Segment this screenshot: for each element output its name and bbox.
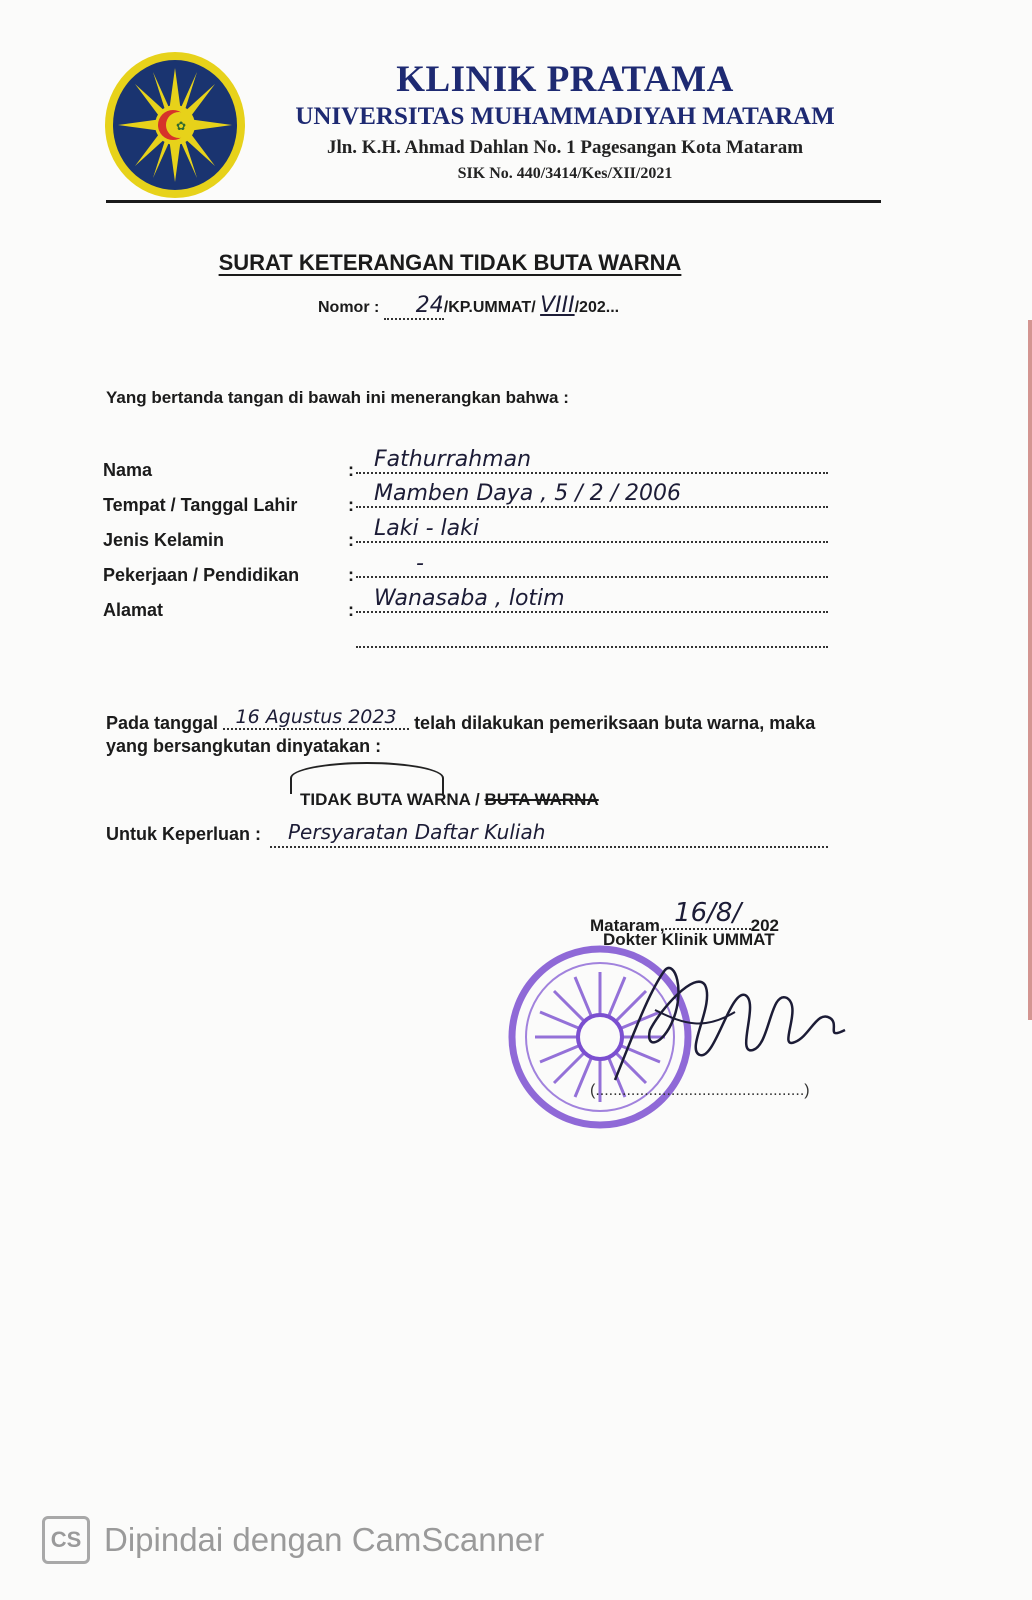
purpose-label: Untuk Keperluan : <box>106 824 262 844</box>
field-label-address: Alamat <box>103 600 164 620</box>
field-value-address-line2 <box>356 620 828 648</box>
field-value-job <box>356 550 828 578</box>
exam-sentence-line2: yang bersangkutan dinyatakan : <box>106 736 382 756</box>
header-divider <box>106 200 881 203</box>
purpose-value <box>270 820 828 848</box>
result-selected: TIDAK BUTA WARNA <box>300 790 471 809</box>
field-label-gender: Jenis Kelamin <box>103 530 225 550</box>
clinic-address: Jln. K.H. Ahmad Dahlan No. 1 Pagesangan Kota Mataram <box>326 137 804 158</box>
intro-text: Yang bertanda tangan di bawah ini menerangkan bahwa : <box>106 388 569 407</box>
nomor-label: Nomor : <box>318 299 380 316</box>
university-name: UNIVERSITAS MUHAMMADIYAH MATARAM <box>295 103 835 130</box>
city: Mataram, <box>590 916 665 935</box>
field-label-job: Pekerjaan / Pendidikan <box>103 565 300 585</box>
field-colon: : <box>348 495 354 515</box>
field-colon: : <box>348 600 354 620</box>
handwritten-sign-date: 16/8/ <box>674 898 742 928</box>
field-colon: : <box>348 460 354 480</box>
clinic-name: KLINIK PRATAMA <box>396 59 734 100</box>
svg-text:✿: ✿ <box>175 119 187 133</box>
exam-sentence <box>106 706 816 736</box>
clinic-license: SIK No. 440/3414/Kes/XII/2021 <box>457 165 673 182</box>
exam-sentence-rest: telah dilakukan pemeriksaan buta warna, maka <box>414 713 816 733</box>
doctor-signature <box>555 950 895 1100</box>
signature-line: (...............................................) <box>590 1082 810 1099</box>
handwritten-job: - <box>416 551 424 576</box>
field-label-ttl: Tempat / Tanggal Lahir <box>103 495 298 515</box>
camscanner-icon: CS <box>42 1516 90 1564</box>
handwritten-exam-date: 16 Agustus 2023 <box>235 706 397 728</box>
letter-title: SURAT KETERANGAN TIDAK BUTA WARNA <box>218 250 682 275</box>
exam-date-label: Pada tanggal <box>106 713 219 733</box>
nomor-year: /202... <box>574 299 620 316</box>
field-colon: : <box>348 530 354 550</box>
result-status: TIDAK BUTA WARNA / BUTA WARNA <box>300 790 599 809</box>
muhammadiyah-logo-icon <box>103 50 247 200</box>
nomor-month: VIII <box>540 293 575 318</box>
year: 202 <box>750 916 780 935</box>
signer-title: Dokter Klinik UMMAT <box>603 930 775 949</box>
handwritten-address: Wanasaba , lotim <box>374 586 565 611</box>
handwritten-birth: Mamben Daya , 5 / 2 / 2006 <box>374 481 682 506</box>
field-label-nama: Nama <box>103 460 153 480</box>
handwritten-purpose: Persyaratan Daftar Kuliah <box>288 820 546 844</box>
nomor-middle: /KP.UMMAT/ <box>443 299 536 316</box>
field-value-nama <box>356 446 828 474</box>
camscanner-watermark <box>42 1516 544 1564</box>
result-struck: BUTA WARNA <box>484 790 599 809</box>
field-colon: : <box>348 565 354 585</box>
page-edge <box>1028 320 1032 1020</box>
handwritten-name: Fathurrahman <box>374 447 532 472</box>
handwritten-gender: Laki - laki <box>374 516 479 541</box>
field-value-ttl <box>356 480 828 508</box>
field-value-address <box>356 585 828 613</box>
camscanner-text: Dipindai dengan CamScanner <box>104 1521 545 1558</box>
nomor-handwritten: 24 <box>415 293 444 318</box>
field-value-gender <box>356 515 828 543</box>
letter-number <box>318 293 619 320</box>
letterhead <box>270 58 860 183</box>
